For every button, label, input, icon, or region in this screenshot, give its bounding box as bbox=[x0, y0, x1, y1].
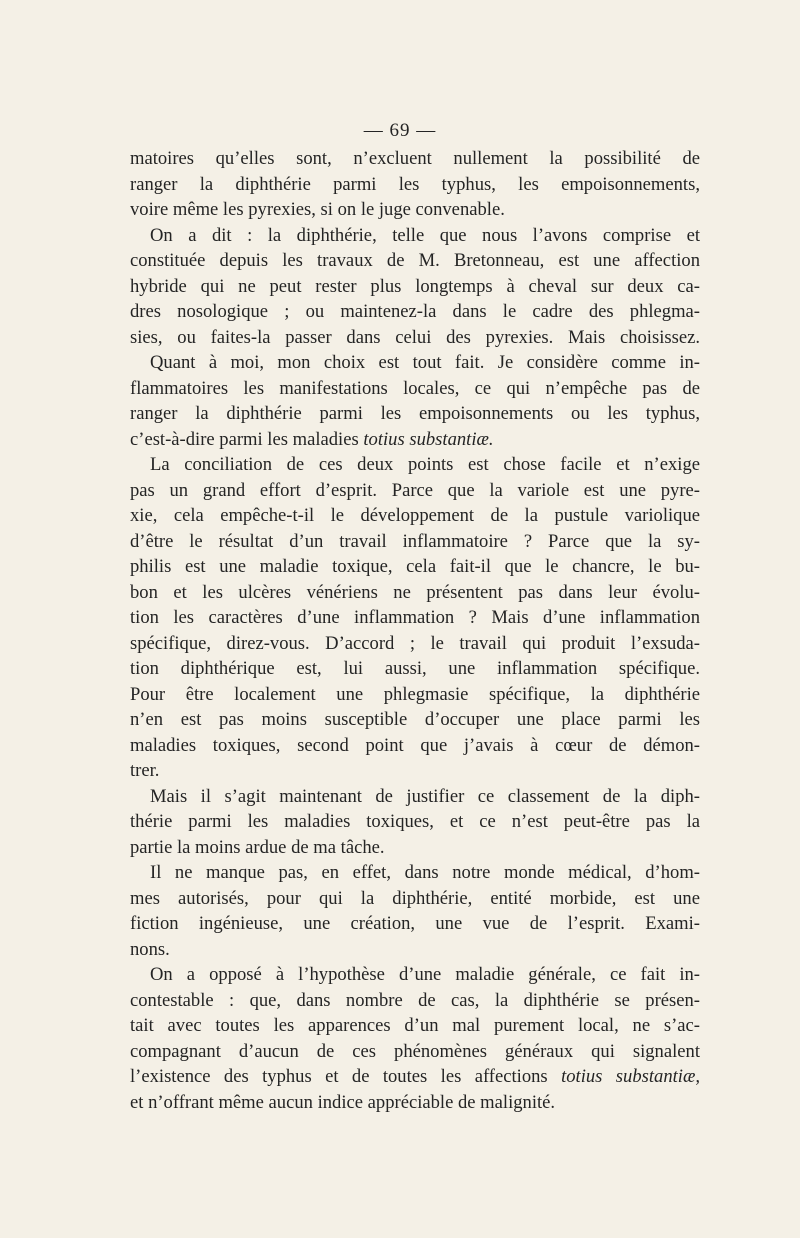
text-line bbox=[130, 580, 700, 606]
text-line-content: Il ne manque pas, en effet, dans notre monde médical, d’hom- bbox=[150, 862, 700, 883]
text-line bbox=[130, 733, 700, 759]
text-line bbox=[130, 452, 700, 478]
text-line bbox=[130, 758, 700, 784]
text-line bbox=[130, 478, 700, 504]
text-line bbox=[130, 1039, 700, 1065]
text-line bbox=[130, 835, 700, 861]
text-line-content: matoires qu’elles sont, n’excluent nullement la possibilité de bbox=[130, 148, 700, 169]
text-line bbox=[130, 427, 700, 453]
text-line bbox=[130, 529, 700, 555]
text-line bbox=[130, 911, 700, 937]
text-line-content: trer. bbox=[130, 760, 160, 781]
text-line bbox=[130, 707, 700, 733]
text-line-content: Quant à moi, mon choix est tout fait. Je considère comme in- bbox=[150, 352, 700, 373]
text-line bbox=[130, 962, 700, 988]
text-line-content: On a opposé à l’hypothèse d’une maladie générale, ce fait in- bbox=[150, 964, 700, 985]
text-line bbox=[130, 350, 700, 376]
text-line bbox=[130, 860, 700, 886]
text-line-content: Mais il s’agit maintenant de justifier ce classement de la diph- bbox=[150, 785, 700, 807]
text-line-content: tion diphthérique est, lui aussi, une inflammation spécifique. bbox=[130, 658, 700, 679]
text-line bbox=[130, 937, 700, 963]
text-line-content: l’existence des typhus et de toutes les affections bbox=[130, 1066, 548, 1087]
text-line bbox=[130, 656, 700, 682]
text-line-content: mes autorisés, pour qui la diphthérie, entité morbide, est une bbox=[130, 887, 700, 909]
text-line-content: d’être le résultat d’un travail inflammatoire ? Parce que la sy- bbox=[130, 530, 700, 552]
text-line-content: fiction ingénieuse, une création, une vue de l’esprit. Exami- bbox=[130, 913, 700, 934]
text-line bbox=[130, 197, 700, 223]
text-line-content: pas un grand effort d’esprit. Parce que la variole est une pyre- bbox=[130, 479, 700, 501]
text-line bbox=[130, 274, 700, 300]
text-line-content: voire même les pyrexies, si on le juge convenable. bbox=[130, 199, 505, 220]
text-line-content: xie, cela empêche-t-il le développement de la pustule variolique bbox=[130, 505, 700, 526]
text-line bbox=[130, 554, 700, 580]
text-line-content: thérie parmi les maladies toxiques, et ce n’est peut-être pas la bbox=[130, 811, 700, 832]
text-line bbox=[130, 605, 700, 631]
text-line-content: spécifique, direz-vous. D’accord ; le travail qui produit l’exsuda- bbox=[130, 632, 700, 654]
text-line bbox=[130, 401, 700, 427]
text-line bbox=[130, 146, 700, 172]
text-line bbox=[130, 988, 700, 1014]
text-line bbox=[130, 809, 700, 835]
text-line-content: c’est-à-dire parmi les maladies bbox=[130, 428, 359, 450]
text-line-content: n’en est pas moins susceptible d’occuper une place parmi les bbox=[130, 709, 700, 730]
text-line-content: ranger la diphthérie parmi les typhus, les empoisonnements, bbox=[130, 173, 700, 195]
text-line bbox=[130, 1064, 700, 1090]
text-line bbox=[130, 682, 700, 708]
text-line bbox=[130, 325, 700, 351]
body-text bbox=[130, 146, 700, 1115]
text-line bbox=[130, 886, 700, 912]
text-line-content: nons. bbox=[130, 938, 170, 960]
text-line-content: Pour être localement une phlegmasie spécifique, la diphthérie bbox=[130, 683, 700, 705]
text-line-content: sies, ou faites-la passer dans celui des pyrexies. Mais choisissez. bbox=[130, 326, 700, 348]
italic-latin-phrase: totius substantiæ. bbox=[363, 428, 494, 450]
text-line-content: philis est une maladie toxique, cela fait-il que le chancre, le bu- bbox=[130, 556, 700, 577]
text-line-content: hybride qui ne peut rester plus longtemps à cheval sur deux ca- bbox=[130, 275, 700, 297]
text-line bbox=[130, 503, 700, 529]
text-line-content: ranger la diphthérie parmi les empoisonnements ou les typhus, bbox=[130, 403, 700, 424]
text-line-content: et n’offrant même aucun indice appréciable de malignité. bbox=[130, 1091, 556, 1113]
text-line-content: tion les caractères d’une inflammation ? Mais d’une inflammation bbox=[130, 607, 700, 628]
text-line bbox=[130, 1090, 700, 1116]
text-line bbox=[130, 376, 700, 402]
text-line-content: tait avec toutes les apparences d’un mal purement local, ne s’ac- bbox=[130, 1015, 700, 1036]
text-line-content: On a dit : la diphthérie, telle que nous l’avons comprise et bbox=[150, 224, 700, 246]
text-line bbox=[130, 631, 700, 657]
italic-latin-phrase: totius substantiæ, bbox=[561, 1066, 701, 1087]
text-line-content: contestable : que, dans nombre de cas, la diphthérie se présen- bbox=[130, 989, 700, 1011]
text-line-content: La conciliation de ces deux points est chose facile et n’exige bbox=[150, 454, 700, 475]
text-line-content: constituée depuis les travaux de M. Bretonneau, est une affection bbox=[130, 250, 700, 271]
page-number-header: — 69 — bbox=[363, 120, 437, 141]
text-line-content: partie la moins ardue de ma tâche. bbox=[130, 836, 385, 858]
text-line bbox=[130, 299, 700, 325]
text-line-content: dres nosologique ; ou maintenez-la dans le cadre des phlegma- bbox=[130, 301, 700, 322]
text-line-content: compagnant d’aucun de ces phénomènes généraux qui signalent bbox=[130, 1040, 700, 1062]
text-line bbox=[130, 1013, 700, 1039]
text-line bbox=[130, 784, 700, 810]
text-line-content: bon et les ulcères vénériens ne présentent pas dans leur évolu- bbox=[130, 581, 700, 603]
text-line-content: flammatoires les manifestations locales, ce qui n’empêche pas de bbox=[130, 377, 700, 399]
text-line-content: maladies toxiques, second point que j’avais à cœur de démon- bbox=[130, 734, 700, 756]
text-line bbox=[130, 223, 700, 249]
text-line bbox=[130, 248, 700, 274]
text-line bbox=[130, 172, 700, 198]
